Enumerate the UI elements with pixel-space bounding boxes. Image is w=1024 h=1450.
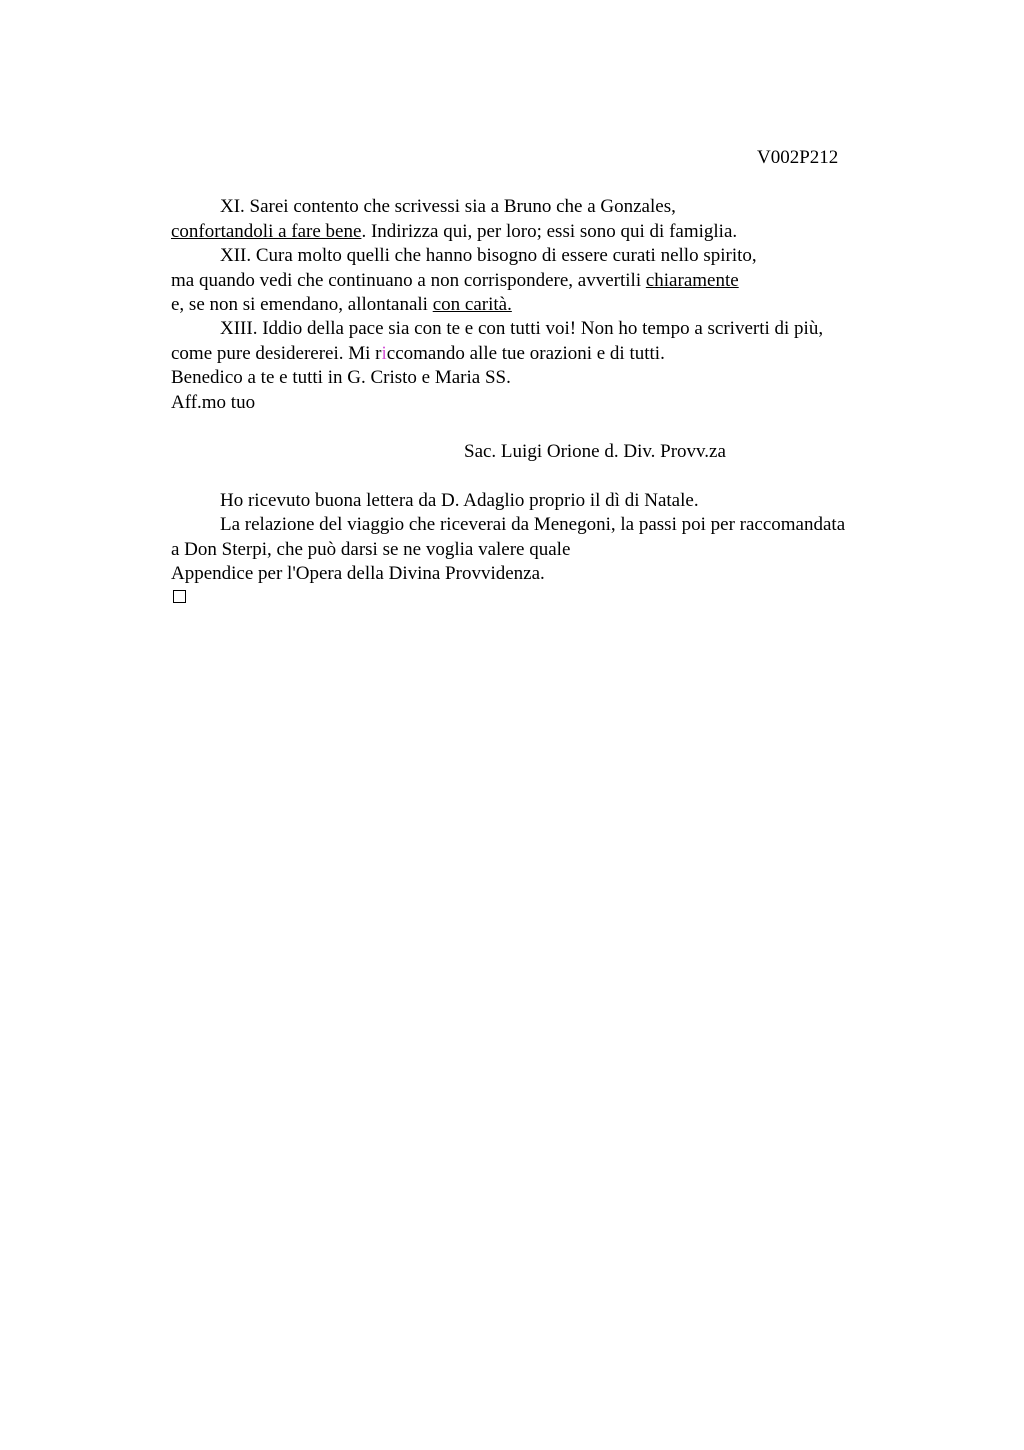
underlined-phrase: con carità. — [432, 294, 512, 315]
text-run: ccomando alle tue orazioni e di tutti. — [386, 343, 665, 364]
postscript-line-4: Appendice per l'Opera della Divina Provvidenza. — [171, 563, 545, 584]
postscript-line-1: Ho ricevuto buona lettera da D. Adaglio proprio il dì di Natale. — [220, 490, 699, 511]
postscript-line-2: La relazione del viaggio che riceverai da Menegoni, la passi poi per raccomandata — [220, 514, 846, 535]
text-run: e, se non si emendano, allontanali — [171, 294, 433, 315]
postscript-line-3: a Don Sterpi, che può darsi se ne voglia valere quale — [171, 539, 571, 560]
highlighted-letter: i — [381, 343, 387, 364]
paragraph-xi-line-1: XI. Sarei contento che scrivessi sia a Bruno che a Gonzales, — [220, 196, 676, 217]
underlined-phrase: confortandoli a fare bene — [171, 221, 362, 242]
paragraph-xiii-line-3: Benedico a te e tutti in G. Cristo e Maria SS. — [171, 367, 511, 388]
signature: Sac. Luigi Orione d. Div. Provv.za — [464, 441, 726, 462]
underlined-phrase: chiaramente — [645, 270, 739, 291]
paragraph-xiii-line-2 — [171, 343, 665, 365]
paragraph-xi-line-2 — [171, 221, 737, 243]
paragraph-xii-line-2 — [171, 270, 739, 292]
text-run: come pure desidererei. Mi r — [171, 343, 382, 364]
end-marker-box-icon — [173, 590, 186, 603]
closing-line: Aff.mo tuo — [171, 392, 256, 413]
text-run: . Indirizza qui, per loro; essi sono qui di famiglia. — [361, 221, 738, 242]
paragraph-xii-line-3 — [171, 294, 512, 316]
paragraph-xiii-line-1: XIII. Iddio della pace sia con te e con tutti voi! Non ho tempo a scriverti di più, — [220, 318, 824, 339]
text-run: ma quando vedi che continuano a non corrispondere, avvertili — [171, 270, 646, 291]
page-reference: V002P212 — [757, 147, 839, 168]
paragraph-xii-line-1: XII. Cura molto quelli che hanno bisogno di essere curati nello spirito, — [220, 245, 757, 266]
